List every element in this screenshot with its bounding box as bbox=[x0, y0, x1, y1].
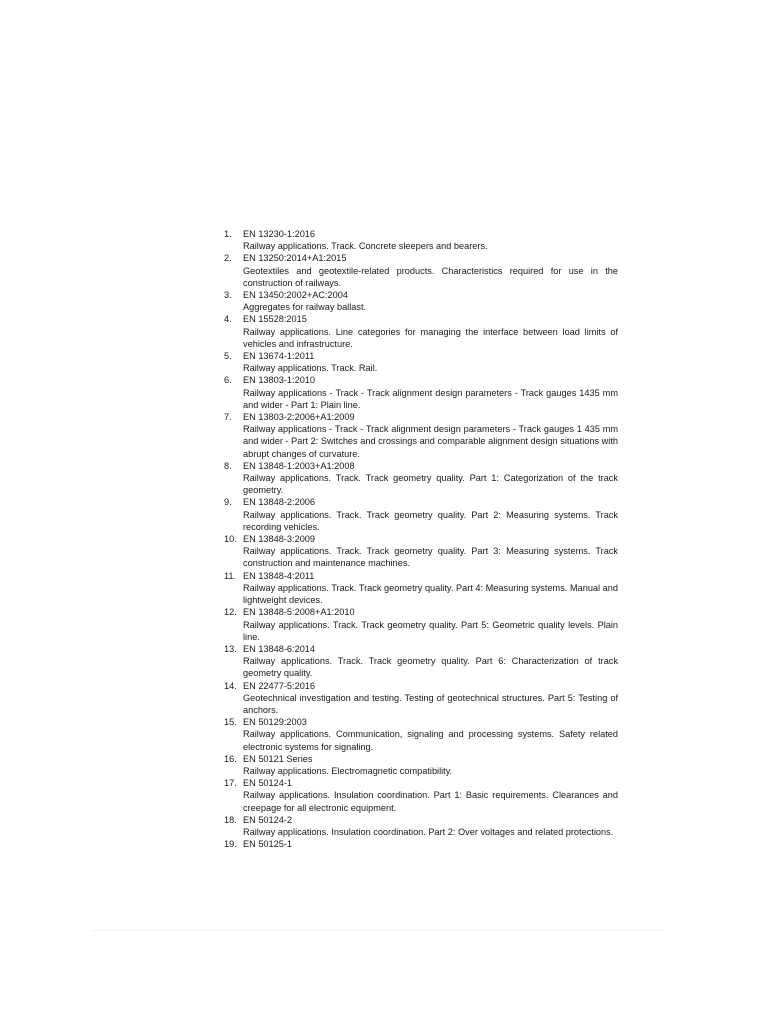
standard-number: 16. bbox=[224, 753, 237, 764]
standard-body bbox=[243, 460, 618, 497]
standard-code: EN 13250:2014+A1:2015 bbox=[243, 253, 347, 264]
standard-item bbox=[224, 289, 618, 313]
standard-number: 17. bbox=[224, 778, 237, 789]
standard-item bbox=[224, 374, 618, 411]
standard-number: 18. bbox=[224, 814, 237, 825]
standard-number: 3. bbox=[224, 290, 232, 301]
standard-code: EN 13803-1:2010 bbox=[243, 375, 316, 386]
standard-body bbox=[243, 606, 618, 643]
standard-item bbox=[224, 313, 618, 350]
standard-number: 6. bbox=[224, 375, 232, 386]
standard-title: Railway applications - Track - Track alignment design parameters - Track gauges 1 435 mm and wider - Part 2: Switches and crossings and comparable alignment design situations with abrupt changes of curvature. bbox=[243, 424, 618, 459]
standard-title: Railway applications. Insulation coordination. Part 2: Over voltages and related protections. bbox=[243, 826, 614, 837]
standard-code: EN 13450:2002+AC:2004 bbox=[243, 290, 348, 301]
standard-code: EN 50125-1 bbox=[243, 839, 293, 850]
standard-code: EN 13674-1:2011 bbox=[243, 351, 315, 362]
standard-item bbox=[224, 228, 618, 252]
standard-title: Railway applications. Track. Track geometry quality. Part 4: Measuring systems. Manual and lightweight devices. bbox=[243, 582, 618, 606]
standard-code: EN 50124-1 bbox=[243, 778, 293, 789]
standard-body bbox=[243, 411, 618, 460]
standard-body bbox=[243, 753, 618, 777]
standards-document bbox=[224, 228, 618, 850]
standard-title: Railway applications. Track. Concrete sleepers and bearers. bbox=[243, 241, 488, 252]
standard-number: 14. bbox=[224, 680, 237, 691]
standard-body bbox=[243, 496, 618, 533]
standard-number: 7. bbox=[224, 412, 232, 423]
standard-code: EN 13848-6:2014 bbox=[243, 643, 316, 654]
standard-title: Railway applications. Track. Track geometry quality. Part 2: Measuring systems. Track recording vehicles. bbox=[243, 509, 618, 532]
standard-title: Railway applications. Insulation coordination. Part 1: Basic requirements. Clearances and creepage for all electronic equipment. bbox=[243, 790, 618, 813]
standard-item bbox=[224, 252, 618, 289]
standard-body bbox=[243, 777, 618, 814]
standard-code: EN 13848-2:2006 bbox=[243, 497, 316, 508]
standards-list bbox=[224, 228, 618, 850]
standard-code: EN 50121 Series bbox=[243, 753, 313, 764]
standard-number: 13. bbox=[224, 643, 237, 654]
standard-title: Geotextiles and geotextile-related products. Characteristics required for use in the construction of railways. bbox=[243, 265, 618, 288]
standard-body bbox=[243, 643, 618, 680]
standard-title: Railway applications. Communication, signaling and processing systems. Safety related electronic systems for signaling. bbox=[243, 729, 618, 752]
standard-title: Railway applications. Track. Track geometry quality. Part 3: Measuring systems. Track construction and maintenance machines. bbox=[243, 546, 618, 569]
standard-item bbox=[224, 643, 618, 680]
standard-body bbox=[243, 374, 618, 411]
standard-body bbox=[243, 289, 618, 313]
standard-code: EN 13848-5:2008+A1:2010 bbox=[243, 607, 355, 618]
standard-item bbox=[224, 838, 618, 850]
standard-item bbox=[224, 350, 618, 374]
standard-number: 5. bbox=[224, 351, 232, 362]
standard-body bbox=[243, 313, 618, 350]
standard-code: EN 13848-4:2011 bbox=[243, 570, 315, 581]
standard-title: Railway applications. Line categories for managing the interface between load limits of vehicles and infrastructure. bbox=[243, 326, 618, 349]
standard-item bbox=[224, 777, 618, 814]
standard-item bbox=[224, 411, 618, 460]
standard-code: EN 13848-1:2003+A1:2008 bbox=[243, 460, 355, 471]
standard-title: Geotechnical investigation and testing. Testing of geotechnical structures. Part 5: Testing of anchors. bbox=[243, 692, 618, 715]
standard-number: 11. bbox=[224, 570, 237, 581]
standard-number: 1. bbox=[224, 229, 232, 239]
standard-item bbox=[224, 680, 618, 717]
standard-title: Aggregates for railway ballast. bbox=[243, 302, 367, 313]
standard-number: 10. bbox=[224, 534, 237, 545]
standard-number: 9. bbox=[224, 497, 232, 508]
standard-body bbox=[243, 570, 618, 607]
standard-body bbox=[243, 680, 618, 717]
standard-code: EN 50129:2003 bbox=[243, 717, 307, 728]
standard-title: Railway applications. Track. Rail. bbox=[243, 363, 378, 374]
standard-body bbox=[243, 533, 618, 570]
standard-body bbox=[243, 716, 618, 753]
standard-code: EN 22477-5:2016 bbox=[243, 680, 316, 691]
footer-divider bbox=[92, 930, 664, 931]
standard-code: EN 13803-2:2006+A1:2009 bbox=[243, 412, 355, 423]
standard-code: EN 50124-2 bbox=[243, 814, 293, 825]
standard-title: Railway applications. Track. Track geometry quality. Part 5: Geometric quality levels. Plain line. bbox=[243, 619, 618, 642]
standard-item bbox=[224, 496, 618, 533]
standard-number: 8. bbox=[224, 460, 232, 471]
standard-item bbox=[224, 460, 618, 497]
standard-title: Railway applications. Electromagnetic compatibility. bbox=[243, 765, 453, 776]
standard-body bbox=[243, 838, 618, 850]
standard-body bbox=[243, 814, 618, 838]
standard-item bbox=[224, 570, 618, 607]
standard-item bbox=[224, 814, 618, 838]
standard-item bbox=[224, 716, 618, 753]
standard-title: Railway applications. Track. Track geometry quality. Part 1: Categorization of the track geometry. bbox=[243, 473, 618, 496]
standard-item bbox=[224, 533, 618, 570]
standard-title: Railway applications. Track. Track geometry quality. Part 6: Characterization of track geometry quality. bbox=[243, 656, 618, 679]
standard-number: 12. bbox=[224, 607, 237, 618]
standard-item bbox=[224, 753, 618, 777]
standard-code: EN 13848-3:2009 bbox=[243, 534, 316, 545]
standard-number: 2. bbox=[224, 253, 232, 264]
standard-item bbox=[224, 606, 618, 643]
standard-title: Railway applications - Track - Track alignment design parameters - Track gauges 1435 mm and wider - Part 1: Plain line. bbox=[243, 387, 618, 410]
standard-number: 4. bbox=[224, 314, 232, 325]
standard-body bbox=[243, 228, 618, 252]
standard-code: EN 13230-1:2016 bbox=[243, 229, 316, 239]
standard-code: EN 15528:2015 bbox=[243, 314, 307, 325]
standard-body bbox=[243, 350, 618, 374]
standard-body bbox=[243, 252, 618, 289]
standard-number: 15. bbox=[224, 717, 237, 728]
standard-number: 19. bbox=[224, 839, 237, 850]
